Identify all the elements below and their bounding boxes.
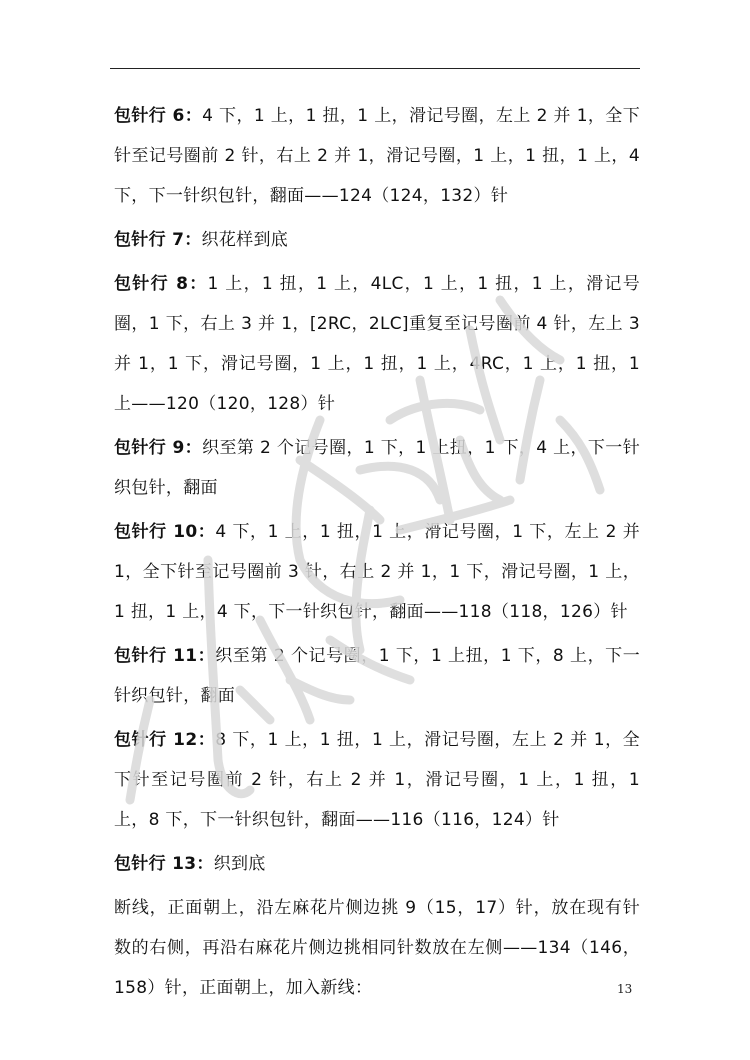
paragraph-instructions (114, 888, 640, 1008)
row-text: 织至第 2 个记号圈，1 下，1 上扭，1 下，8 上，下一针织包针，翻面 (114, 646, 640, 706)
paragraph-row-12 (114, 720, 640, 840)
row-label: 包针行 10： (114, 522, 216, 542)
header-rule (110, 68, 640, 69)
paragraph-row-8 (114, 264, 640, 424)
row-label: 包针行 7： (114, 230, 202, 250)
paragraph-row-7 (114, 220, 640, 260)
paragraph-row-10 (114, 512, 640, 632)
paragraph-row-9 (114, 428, 640, 508)
body-text (114, 96, 640, 1012)
row-text: 1 上，1 扭，1 上，4LC，1 上，1 扭，1 上，滑记号圈，1 下，右上 3 并 1，[2RC，2LC]重复至记号圈前 4 针，左上 3 并 1，1 下，滑记号圈，1 上，1 扭，1 上，4RC，1 上，1 扭，1 上——120（120，128）针 (114, 274, 641, 414)
row-text: 断线，正面朝上，沿左麻花片侧边挑 9（15，17）针，放在现有针数的右侧，再沿右麻花片侧边挑相同针数放在左侧——134（146，158）针，正面朝上，加入新线： (114, 898, 640, 998)
row-label: 包针行 6： (114, 106, 203, 126)
paragraph-row-11 (114, 636, 640, 716)
row-label: 包针行 9： (114, 438, 203, 458)
paragraph-row-6 (114, 96, 640, 216)
row-label: 包针行 12： (114, 730, 216, 750)
row-text: 织至第 2 个记号圈，1 下，1 上扭，1 下，4 上，下一针织包针，翻面 (114, 438, 640, 498)
page-number: 13 (617, 982, 633, 996)
row-text: 8 下，1 上，1 扭，1 上，滑记号圈，左上 2 并 1，全下针至记号圈前 2 针，右上 2 并 1，滑记号圈，1 上，1 扭，1 上，8 下，下一针织包针，翻面——116（116，124）针 (114, 730, 640, 830)
row-label: 包针行 8： (114, 274, 208, 294)
row-label: 包针行 11： (114, 646, 216, 666)
row-text: 4 下，1 上，1 扭，1 上，滑记号圈，左上 2 并 1，全下针至记号圈前 2 针，右上 2 并 1，滑记号圈，1 上，1 扭，1 上，4 下，下一针织包针，翻面——124（124，132）针 (114, 106, 641, 206)
row-label: 包针行 13： (114, 854, 214, 874)
paragraph-row-13 (114, 844, 640, 884)
row-text: 织到底 (213, 854, 266, 874)
row-text: 织花样到底 (201, 230, 289, 250)
row-text: 4 下，1 上，1 扭，1 上，滑记号圈，1 下，左上 2 并 1，全下针至记号圈前 3 针，右上 2 并 1，1 下，滑记号圈，1 上，1 扭，1 上，4 下，下一针织包针，翻面——118（118，126）针 (114, 522, 640, 622)
